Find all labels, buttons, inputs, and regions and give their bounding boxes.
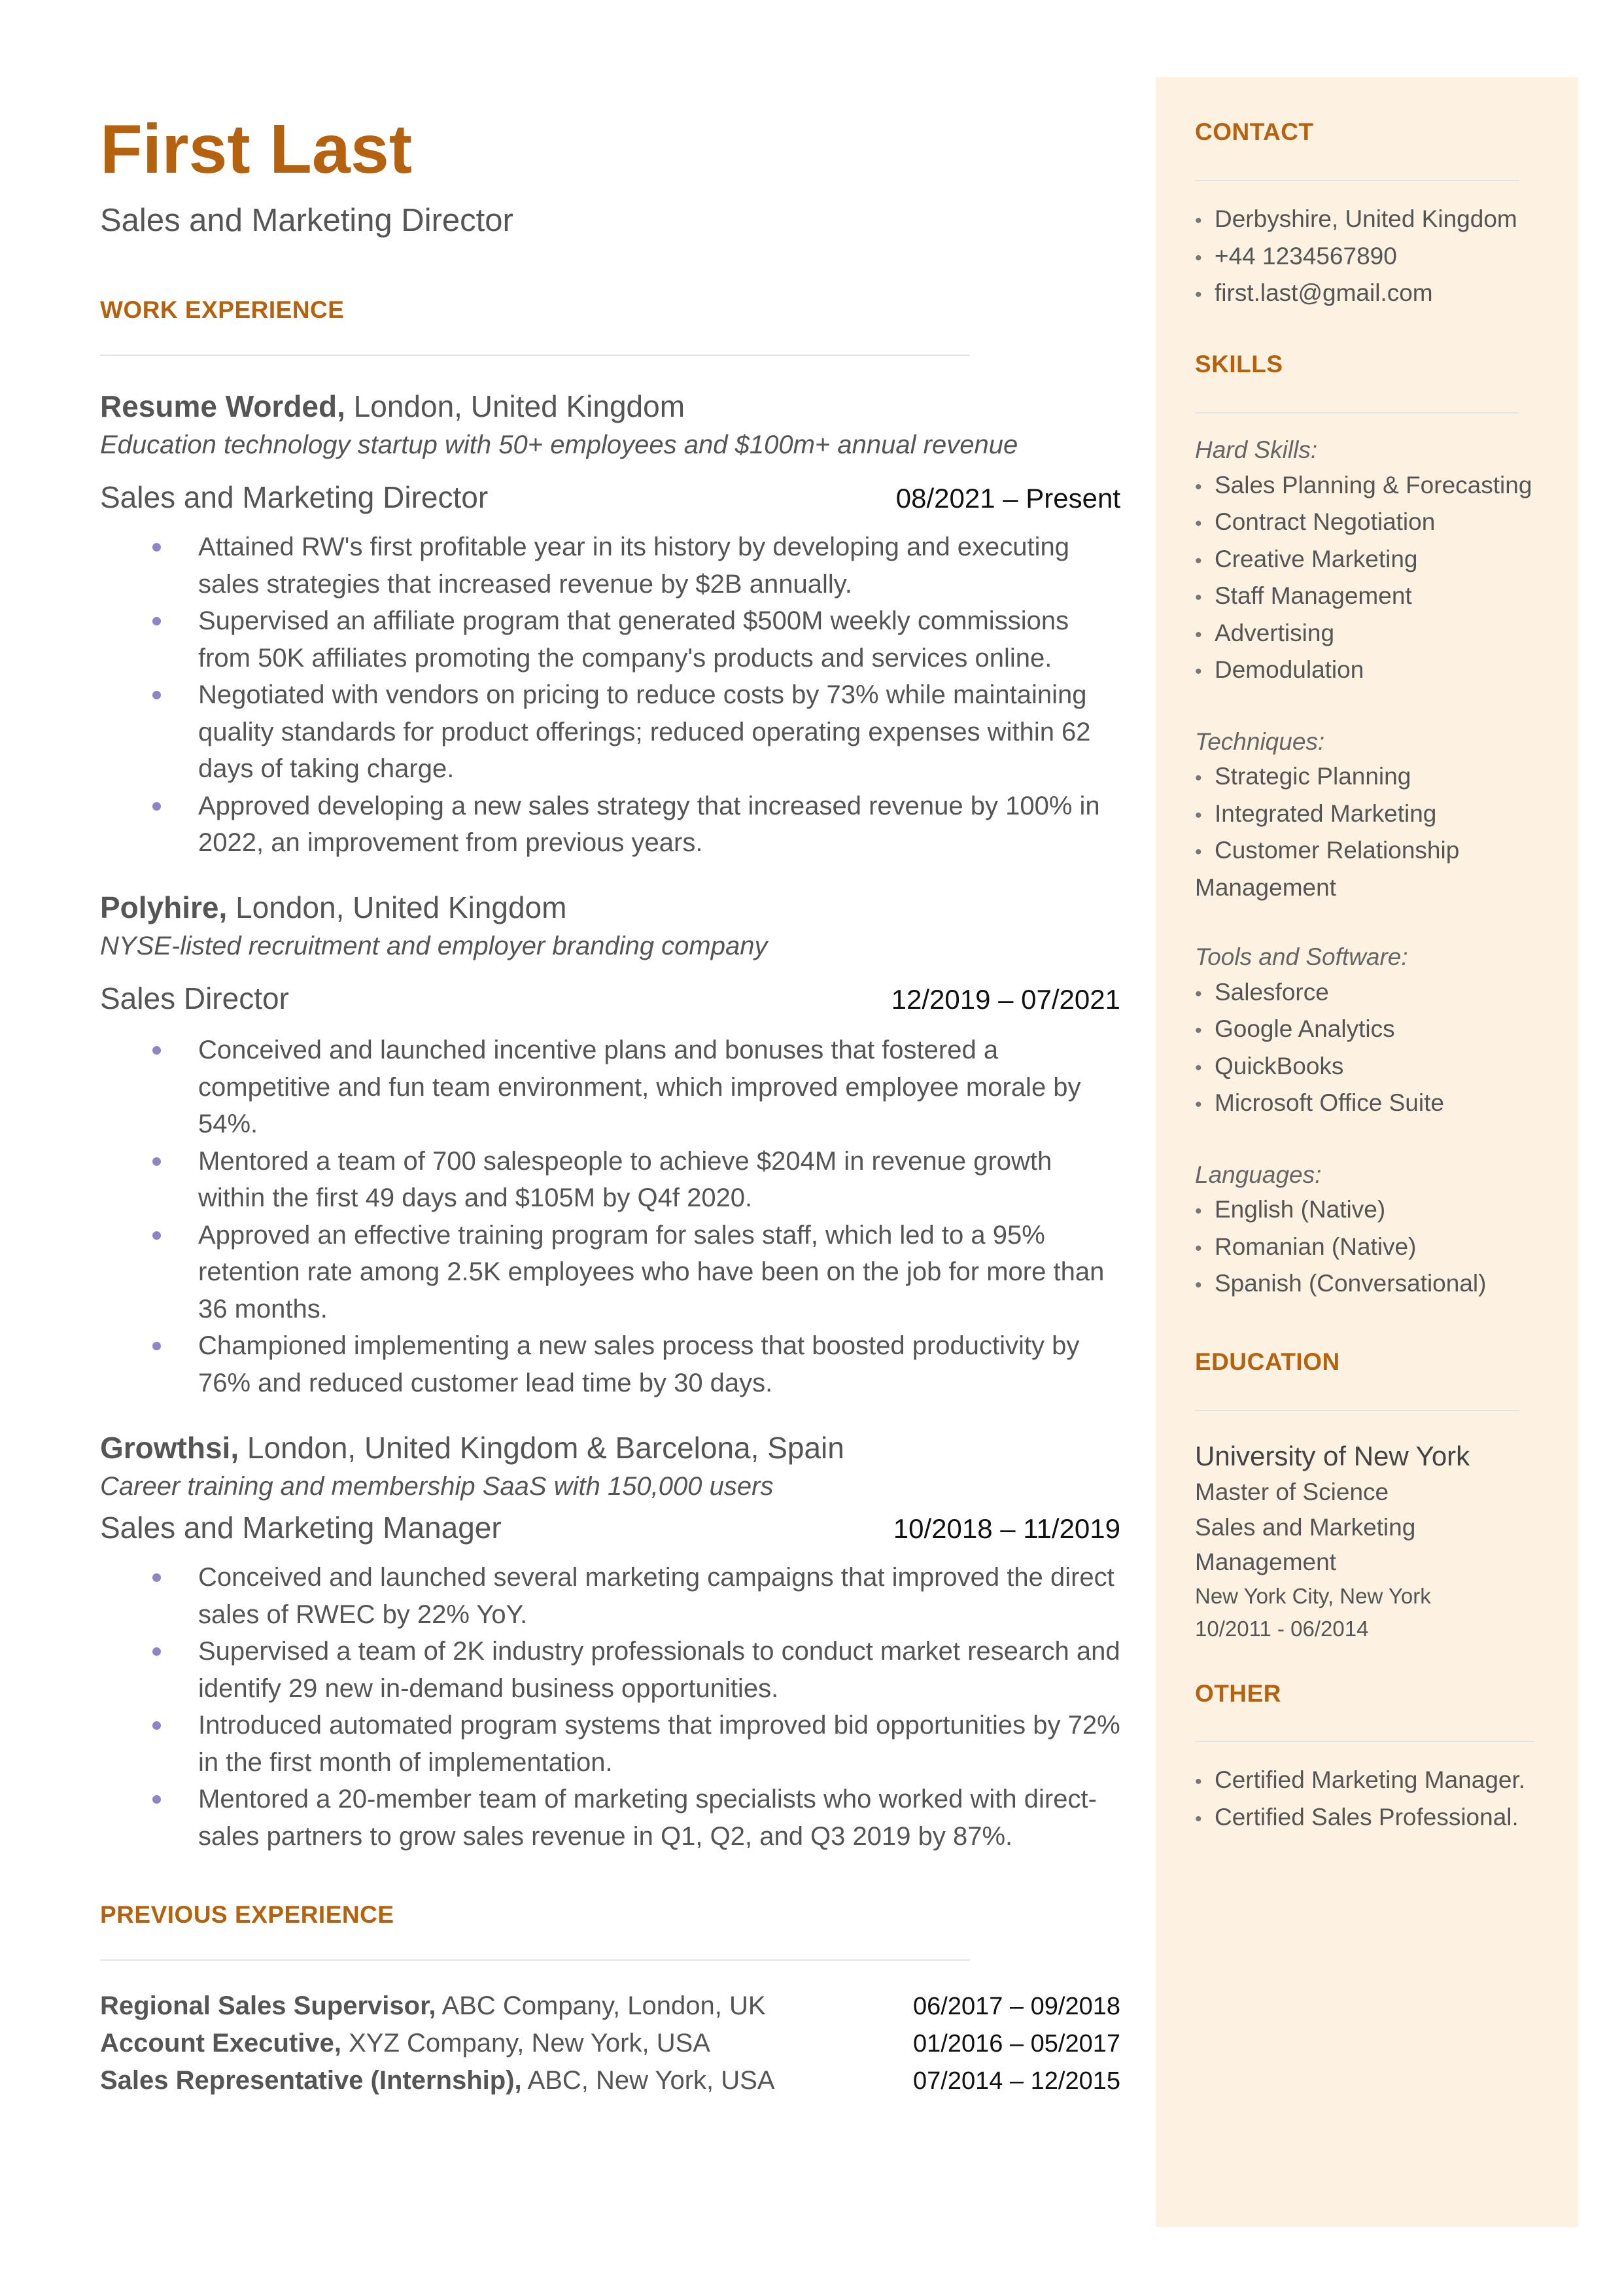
bullet-dot: • (1195, 1237, 1202, 1259)
previous-dates: 06/2017 – 09/2018 (913, 1993, 1120, 2020)
bullet-dot: • (1195, 1057, 1202, 1079)
other-heading: OTHER (1195, 1680, 1281, 1707)
bullet-dot: • (1195, 210, 1202, 232)
list-item: • Spanish (Conversational) (1195, 1266, 1559, 1303)
role-row (100, 482, 1120, 512)
company-location: London, United Kingdom (345, 389, 685, 423)
previous-role: Regional Sales Supervisor, (100, 1991, 436, 2020)
role-row (100, 1513, 1120, 1543)
bullet-dot: • (1195, 841, 1202, 863)
previous-role: Account Executive, (100, 2029, 342, 2058)
education-location: New York City, New York (1195, 1583, 1431, 1608)
company-description: Career training and membership SaaS with 150,000 users (100, 1472, 774, 1501)
list-item: • Certified Sales Professional. (1195, 1800, 1559, 1837)
sidebar (1156, 77, 1578, 2227)
education-heading: EDUCATION (1195, 1348, 1340, 1375)
previous-dates: 07/2014 – 12/2015 (913, 2067, 1120, 2095)
list-item: Approved an effective training program for sales staff, which led to a 95% retention rate among 2.5K employees who have been on the job for more than 36 months. (100, 1217, 1120, 1328)
previous-list (100, 1988, 1120, 2099)
list-item: • Salesforce (1195, 975, 1559, 1012)
job-bullets (100, 1032, 1120, 1401)
bullet-dot: • (1195, 983, 1202, 1005)
job-role: Sales Director (100, 981, 289, 1015)
bullet-dot: • (1195, 1771, 1202, 1793)
list-item: Championed implementing a new sales process that boosted productivity by 76% and reduced customer lead time by 30 days. (100, 1327, 1120, 1401)
skills-block (1195, 432, 1559, 1303)
list-item: Attained RW's first profitable year in its history by developing and executing sales strategies that increased revenue by $2B annually. (100, 529, 1120, 603)
contact-email[interactable]: • first.last@gmail.com (1195, 275, 1559, 313)
list-item: • Customer Relationship (1195, 833, 1559, 870)
list-item: • QuickBooks (1195, 1049, 1559, 1086)
list-item: • Staff Management (1195, 578, 1559, 616)
candidate-title: Sales and Marketing Director (100, 203, 513, 238)
company-location: London, United Kingdom & Barcelona, Spain (239, 1431, 844, 1465)
bullet-dot: • (1195, 1020, 1202, 1042)
education-field-continued: Management (1195, 1549, 1336, 1575)
job-dates: 10/2018 – 11/2019 (893, 1513, 1120, 1544)
candidate-name: First Last (100, 111, 413, 188)
bullet-dot: • (1195, 476, 1202, 498)
list-item: • Certified Marketing Manager. (1195, 1762, 1559, 1800)
list-item: • Demodulation (1195, 652, 1559, 690)
list-item: • Strategic Planning (1195, 759, 1559, 796)
bullet-dot: • (1195, 1808, 1202, 1830)
bullet-dot: • (1195, 767, 1202, 789)
list-item (100, 2062, 1120, 2099)
list-item (100, 1988, 1120, 2025)
languages-list (1195, 1192, 1559, 1303)
divider (100, 355, 970, 356)
previous-dates: 01/2016 – 05/2017 (913, 2030, 1120, 2058)
list-item: • Sales Planning & Forecasting (1195, 468, 1559, 505)
previous-role: Sales Representative (Internship), (100, 2066, 522, 2095)
bullet-dot: • (1195, 623, 1202, 646)
contact-phone: • +44 1234567890 (1195, 239, 1559, 276)
bullet-dot: • (1195, 550, 1202, 572)
education-field: Sales and Marketing (1195, 1513, 1416, 1541)
education-dates: 10/2011 - 06/2014 (1195, 1616, 1369, 1641)
company-name: Resume Worded, (100, 389, 345, 423)
job-role: Sales and Marketing Manager (100, 1511, 502, 1545)
list-item: • Microsoft Office Suite (1195, 1085, 1559, 1123)
list-item: • Integrated Marketing (1195, 796, 1559, 833)
company-name: Growthsi, (100, 1431, 239, 1465)
list-item: Negotiated with vendors on pricing to reduce costs by 73% while maintaining quality standards for product offerings; reduced operating expenses within 62 days of taking charge. (100, 676, 1120, 788)
list-item: • Romanian (Native) (1195, 1229, 1559, 1267)
list-item: • Advertising (1195, 616, 1559, 653)
job-dates: 08/2021 – Present (895, 483, 1120, 514)
list-item: • English (Native) (1195, 1192, 1559, 1229)
job-company (100, 1433, 844, 1463)
languages-label: Languages: (1195, 1161, 1322, 1188)
contact-list (1195, 201, 1559, 313)
job-company (100, 892, 566, 922)
hard-skills-list (1195, 468, 1559, 690)
bullet-dot: • (1195, 587, 1202, 608)
list-item: Mentored a 20-member team of marketing specialists who worked with direct-sales partners to grow sales revenue in Q1, Q2, and Q3 2019 by 87%. (100, 1781, 1120, 1855)
list-item: Conceived and launched several marketing campaigns that improved the direct sales of RWEC by 22% YoY. (100, 1559, 1120, 1633)
bullet-dot: • (1195, 1274, 1202, 1296)
previous-company: ABC, New York, USA (521, 2066, 775, 2095)
divider (1195, 1410, 1519, 1411)
bullet-dot: • (1195, 804, 1202, 826)
skills-heading: SKILLS (1195, 351, 1283, 377)
job-dates: 12/2019 – 07/2021 (891, 984, 1120, 1015)
company-description: NYSE-listed recruitment and employer branding company (100, 932, 768, 960)
hard-skills-label: Hard Skills: (1195, 436, 1318, 463)
work-experience-heading: WORK EXPERIENCE (100, 296, 345, 323)
education-degree: Master of Science (1195, 1479, 1389, 1505)
list-item: Mentored a team of 700 salespeople to achieve $204M in revenue growth within the first 49 days and $105M by Q4f 2020. (100, 1143, 1120, 1217)
previous-experience-heading: PREVIOUS EXPERIENCE (100, 1901, 394, 1928)
bullet-dot: • (1195, 661, 1202, 682)
list-item: • Creative Marketing (1195, 542, 1559, 579)
list-item: Supervised a team of 2K industry professionals to conduct market research and identify 29 new in-demand business opportunities. (100, 1633, 1120, 1707)
job-bullets (100, 1559, 1120, 1855)
contact-location: • Derbyshire, United Kingdom (1195, 201, 1559, 239)
divider (1195, 412, 1519, 413)
previous-company: XYZ Company, New York, USA (341, 2029, 710, 2058)
divider (100, 1959, 970, 1961)
bullet-dot: • (1195, 1094, 1202, 1115)
contact-heading: CONTACT (1195, 118, 1314, 145)
tools-list (1195, 975, 1559, 1123)
divider (1195, 180, 1519, 181)
divider (1195, 1741, 1535, 1742)
previous-company: ABC Company, London, UK (436, 1991, 766, 2020)
list-item: Supervised an affiliate program that generated $500M weekly commissions from 50K affiliates promoting the company's products and services online. (100, 603, 1120, 676)
company-name: Polyhire, (100, 890, 228, 924)
education-block (1195, 1438, 1559, 1645)
bullet-dot: • (1195, 1200, 1202, 1222)
list-item: Introduced automated program systems that improved bid opportunities by 72% in the first month of implementation. (100, 1707, 1120, 1781)
tools-label: Tools and Software: (1195, 943, 1408, 970)
list-item: Approved developing a new sales strategy that increased revenue by 100% in 2022, an improvement from previous years. (100, 788, 1120, 862)
techniques-list (1195, 759, 1559, 905)
company-location: London, United Kingdom (227, 890, 567, 924)
other-list (1195, 1762, 1559, 1836)
techniques-label: Techniques: (1195, 727, 1325, 755)
bullet-dot: • (1195, 284, 1202, 306)
list-item: • Contract Negotiation (1195, 504, 1559, 542)
list-item: • Google Analytics (1195, 1011, 1559, 1049)
job-company (100, 391, 685, 421)
education-school: University of New York (1195, 1441, 1470, 1471)
company-description: Education technology startup with 50+ employees and $100m+ annual revenue (100, 430, 1018, 459)
list-item (100, 2025, 1120, 2062)
role-row (100, 983, 1120, 1013)
list-item-continued: Management (1195, 873, 1336, 901)
bullet-dot: • (1195, 513, 1202, 534)
job-bullets (100, 529, 1120, 862)
list-item: Conceived and launched incentive plans and bonuses that fostered a competitive and fun team environment, which improved employee morale by 54%. (100, 1032, 1120, 1143)
bullet-dot: • (1195, 247, 1202, 269)
job-role: Sales and Marketing Director (100, 480, 489, 514)
